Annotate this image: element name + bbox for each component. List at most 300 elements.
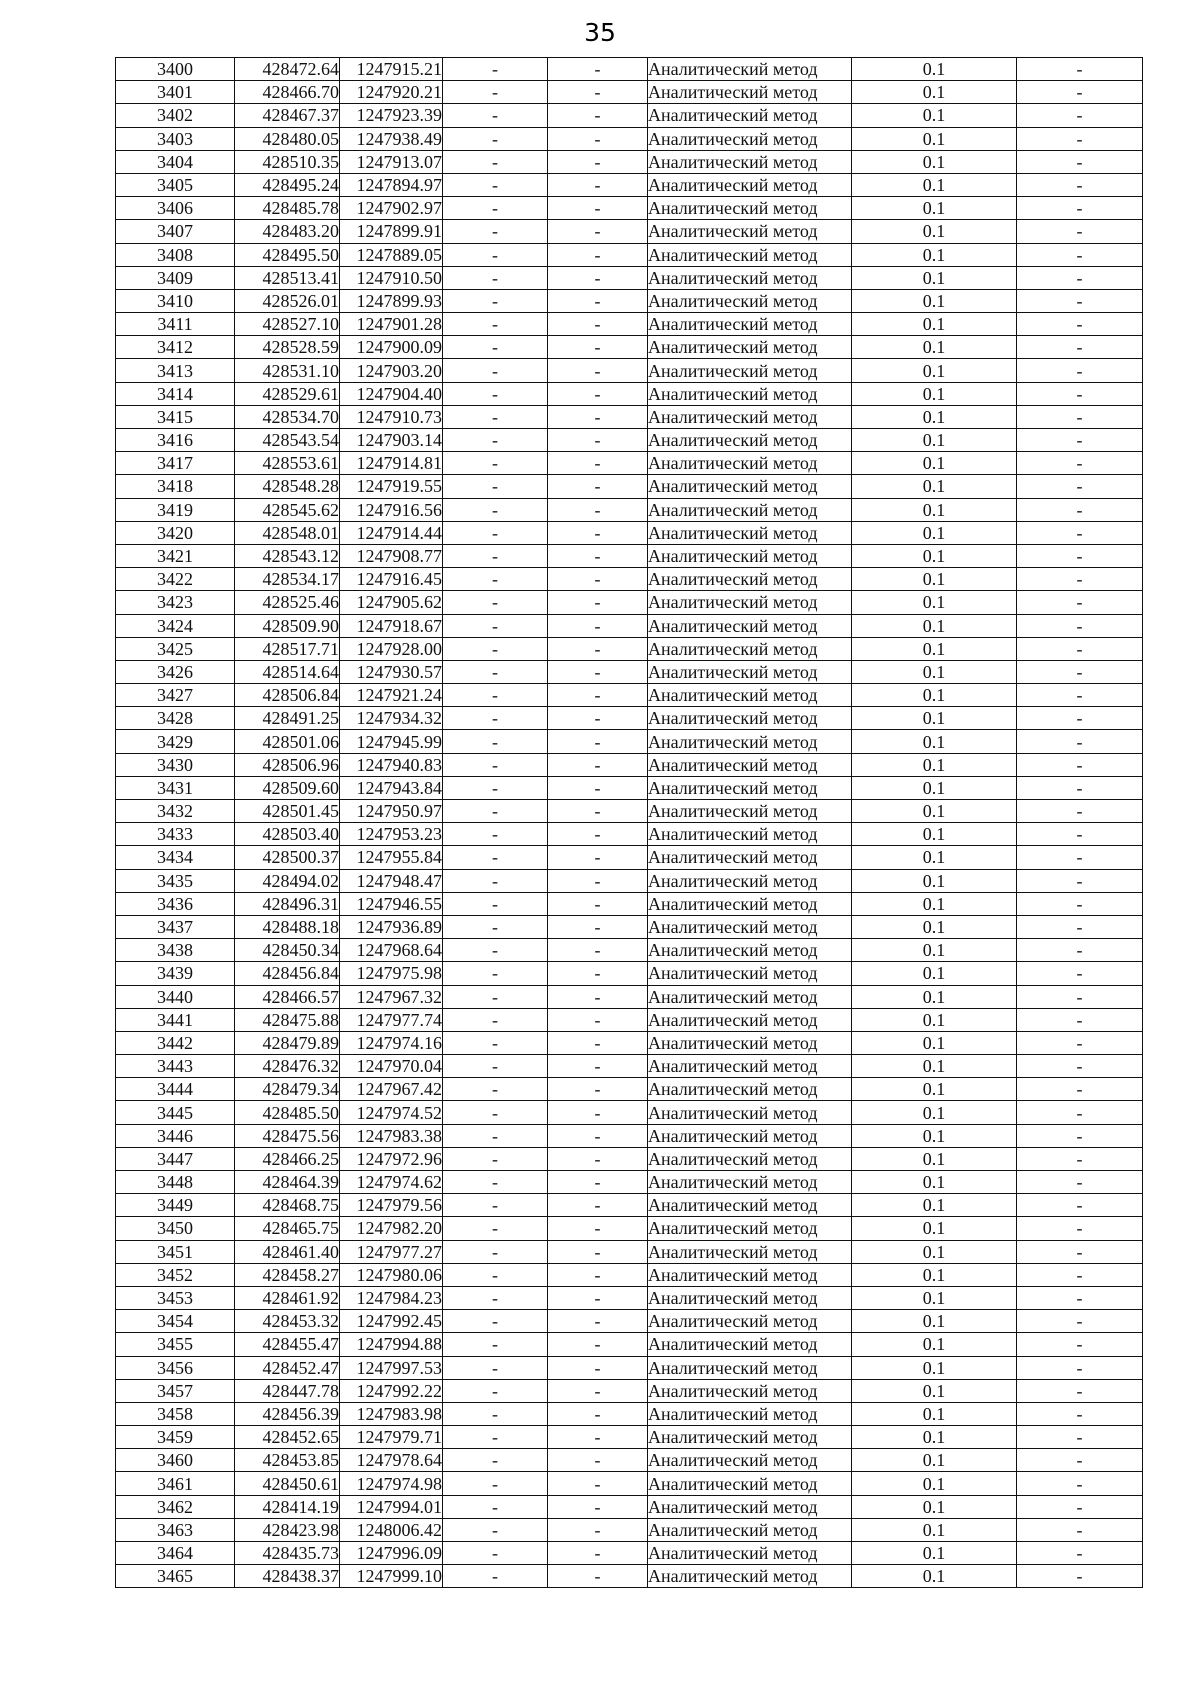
point-number-cell: 3408 (116, 243, 235, 266)
x-coordinate-cell: 428501.45 (235, 800, 340, 823)
table-row (116, 1310, 1143, 1333)
x-coordinate-cell: 428495.24 (235, 173, 340, 196)
point-number-cell: 3406 (116, 197, 235, 220)
y-coordinate-cell: 1247928.00 (340, 637, 443, 660)
empty-value-cell: - (548, 127, 648, 150)
table-row (116, 1078, 1143, 1101)
x-coordinate-cell: 428450.34 (235, 939, 340, 962)
method-cell: Аналитический метод (648, 915, 852, 938)
empty-value-cell: - (1017, 58, 1143, 81)
empty-value-cell: - (548, 429, 648, 452)
y-coordinate-cell: 1247992.22 (340, 1379, 443, 1402)
y-coordinate-cell: 1247977.27 (340, 1240, 443, 1263)
method-cell: Аналитический метод (648, 1263, 852, 1286)
empty-value-cell: - (548, 336, 648, 359)
empty-value-cell: - (443, 1263, 548, 1286)
empty-value-cell: - (443, 475, 548, 498)
method-cell: Аналитический метод (648, 823, 852, 846)
x-coordinate-cell: 428513.41 (235, 266, 340, 289)
x-coordinate-cell: 428466.25 (235, 1147, 340, 1170)
table-row (116, 1008, 1143, 1031)
point-number-cell: 3448 (116, 1171, 235, 1194)
accuracy-cell: 0.1 (852, 1402, 1017, 1425)
accuracy-cell: 0.1 (852, 1472, 1017, 1495)
empty-value-cell: - (1017, 892, 1143, 915)
empty-value-cell: - (548, 1217, 648, 1240)
empty-value-cell: - (1017, 1449, 1143, 1472)
accuracy-cell: 0.1 (852, 1171, 1017, 1194)
method-cell: Аналитический метод (648, 475, 852, 498)
point-number-cell: 3428 (116, 707, 235, 730)
empty-value-cell: - (1017, 614, 1143, 637)
empty-value-cell: - (548, 1147, 648, 1170)
method-cell: Аналитический метод (648, 869, 852, 892)
empty-value-cell: - (443, 637, 548, 660)
point-number-cell: 3419 (116, 498, 235, 521)
y-coordinate-cell: 1247953.23 (340, 823, 443, 846)
empty-value-cell: - (548, 359, 648, 382)
table-row (116, 521, 1143, 544)
method-cell: Аналитический метод (648, 150, 852, 173)
method-cell: Аналитический метод (648, 660, 852, 683)
method-cell: Аналитический метод (648, 730, 852, 753)
empty-value-cell: - (1017, 800, 1143, 823)
x-coordinate-cell: 428553.61 (235, 452, 340, 475)
method-cell: Аналитический метод (648, 266, 852, 289)
method-cell: Аналитический метод (648, 985, 852, 1008)
empty-value-cell: - (1017, 568, 1143, 591)
method-cell: Аналитический метод (648, 637, 852, 660)
point-number-cell: 3447 (116, 1147, 235, 1170)
y-coordinate-cell: 1247968.64 (340, 939, 443, 962)
table-row (116, 289, 1143, 312)
accuracy-cell: 0.1 (852, 1356, 1017, 1379)
table-row (116, 1402, 1143, 1425)
empty-value-cell: - (1017, 637, 1143, 660)
accuracy-cell: 0.1 (852, 127, 1017, 150)
y-coordinate-cell: 1247970.04 (340, 1055, 443, 1078)
empty-value-cell: - (548, 939, 648, 962)
empty-value-cell: - (443, 197, 548, 220)
method-cell: Аналитический метод (648, 1402, 852, 1425)
empty-value-cell: - (1017, 1147, 1143, 1170)
method-cell: Аналитический метод (648, 1518, 852, 1541)
method-cell: Аналитический метод (648, 336, 852, 359)
accuracy-cell: 0.1 (852, 104, 1017, 127)
accuracy-cell: 0.1 (852, 1263, 1017, 1286)
x-coordinate-cell: 428456.39 (235, 1402, 340, 1425)
empty-value-cell: - (548, 1031, 648, 1054)
method-cell: Аналитический метод (648, 1310, 852, 1333)
table-row (116, 336, 1143, 359)
empty-value-cell: - (443, 127, 548, 150)
empty-value-cell: - (1017, 1402, 1143, 1425)
accuracy-cell: 0.1 (852, 313, 1017, 336)
table-row (116, 591, 1143, 614)
empty-value-cell: - (548, 1194, 648, 1217)
accuracy-cell: 0.1 (852, 1008, 1017, 1031)
table-row (116, 637, 1143, 660)
empty-value-cell: - (1017, 521, 1143, 544)
empty-value-cell: - (443, 730, 548, 753)
empty-value-cell: - (1017, 684, 1143, 707)
table-row (116, 1518, 1143, 1541)
empty-value-cell: - (548, 1472, 648, 1495)
y-coordinate-cell: 1247982.20 (340, 1217, 443, 1240)
empty-value-cell: - (443, 336, 548, 359)
x-coordinate-cell: 428466.57 (235, 985, 340, 1008)
y-coordinate-cell: 1247899.91 (340, 220, 443, 243)
x-coordinate-cell: 428479.89 (235, 1031, 340, 1054)
method-cell: Аналитический метод (648, 313, 852, 336)
y-coordinate-cell: 1247979.71 (340, 1426, 443, 1449)
empty-value-cell: - (443, 1031, 548, 1054)
empty-value-cell: - (443, 1333, 548, 1356)
method-cell: Аналитический метод (648, 1472, 852, 1495)
empty-value-cell: - (548, 220, 648, 243)
accuracy-cell: 0.1 (852, 1240, 1017, 1263)
method-cell: Аналитический метод (648, 1217, 852, 1240)
empty-value-cell: - (1017, 359, 1143, 382)
table-row (116, 429, 1143, 452)
empty-value-cell: - (1017, 776, 1143, 799)
empty-value-cell: - (443, 1124, 548, 1147)
point-number-cell: 3456 (116, 1356, 235, 1379)
empty-value-cell: - (443, 869, 548, 892)
method-cell: Аналитический метод (648, 498, 852, 521)
method-cell: Аналитический метод (648, 289, 852, 312)
table-row (116, 568, 1143, 591)
method-cell: Аналитический метод (648, 1379, 852, 1402)
empty-value-cell: - (548, 1379, 648, 1402)
empty-value-cell: - (1017, 104, 1143, 127)
x-coordinate-cell: 428453.32 (235, 1310, 340, 1333)
x-coordinate-cell: 428475.88 (235, 1008, 340, 1031)
empty-value-cell: - (1017, 915, 1143, 938)
x-coordinate-cell: 428452.47 (235, 1356, 340, 1379)
x-coordinate-cell: 428543.54 (235, 429, 340, 452)
empty-value-cell: - (1017, 846, 1143, 869)
empty-value-cell: - (443, 707, 548, 730)
empty-value-cell: - (1017, 962, 1143, 985)
x-coordinate-cell: 428500.37 (235, 846, 340, 869)
table-row (116, 1194, 1143, 1217)
empty-value-cell: - (1017, 1310, 1143, 1333)
empty-value-cell: - (443, 684, 548, 707)
accuracy-cell: 0.1 (852, 452, 1017, 475)
y-coordinate-cell: 1247916.45 (340, 568, 443, 591)
table-row (116, 753, 1143, 776)
table-row (116, 846, 1143, 869)
point-number-cell: 3409 (116, 266, 235, 289)
empty-value-cell: - (548, 1240, 648, 1263)
y-coordinate-cell: 1247983.98 (340, 1402, 443, 1425)
empty-value-cell: - (443, 1286, 548, 1309)
method-cell: Аналитический метод (648, 1124, 852, 1147)
empty-value-cell: - (443, 289, 548, 312)
x-coordinate-cell: 428501.06 (235, 730, 340, 753)
accuracy-cell: 0.1 (852, 707, 1017, 730)
method-cell: Аналитический метод (648, 1542, 852, 1565)
method-cell: Аналитический метод (648, 1495, 852, 1518)
table-row (116, 892, 1143, 915)
y-coordinate-cell: 1247900.09 (340, 336, 443, 359)
accuracy-cell: 0.1 (852, 1449, 1017, 1472)
x-coordinate-cell: 428480.05 (235, 127, 340, 150)
accuracy-cell: 0.1 (852, 939, 1017, 962)
empty-value-cell: - (443, 1518, 548, 1541)
x-coordinate-cell: 428495.50 (235, 243, 340, 266)
point-number-cell: 3429 (116, 730, 235, 753)
x-coordinate-cell: 428503.40 (235, 823, 340, 846)
accuracy-cell: 0.1 (852, 58, 1017, 81)
point-number-cell: 3401 (116, 81, 235, 104)
y-coordinate-cell: 1247983.38 (340, 1124, 443, 1147)
y-coordinate-cell: 1247934.32 (340, 707, 443, 730)
method-cell: Аналитический метод (648, 1008, 852, 1031)
y-coordinate-cell: 1247975.98 (340, 962, 443, 985)
y-coordinate-cell: 1247919.55 (340, 475, 443, 498)
empty-value-cell: - (1017, 1518, 1143, 1541)
x-coordinate-cell: 428461.40 (235, 1240, 340, 1263)
empty-value-cell: - (548, 1426, 648, 1449)
empty-value-cell: - (1017, 660, 1143, 683)
accuracy-cell: 0.1 (852, 730, 1017, 753)
empty-value-cell: - (548, 892, 648, 915)
empty-value-cell: - (443, 58, 548, 81)
table-row (116, 1565, 1143, 1588)
empty-value-cell: - (548, 707, 648, 730)
y-coordinate-cell: 1247946.55 (340, 892, 443, 915)
accuracy-cell: 0.1 (852, 289, 1017, 312)
table-row (116, 1472, 1143, 1495)
empty-value-cell: - (548, 1263, 648, 1286)
table-row (116, 707, 1143, 730)
x-coordinate-cell: 428531.10 (235, 359, 340, 382)
x-coordinate-cell: 428491.25 (235, 707, 340, 730)
method-cell: Аналитический метод (648, 1055, 852, 1078)
point-number-cell: 3442 (116, 1031, 235, 1054)
accuracy-cell: 0.1 (852, 1101, 1017, 1124)
method-cell: Аналитический метод (648, 197, 852, 220)
empty-value-cell: - (548, 915, 648, 938)
empty-value-cell: - (548, 962, 648, 985)
empty-value-cell: - (548, 1565, 648, 1588)
y-coordinate-cell: 1247903.14 (340, 429, 443, 452)
empty-value-cell: - (443, 266, 548, 289)
empty-value-cell: - (548, 823, 648, 846)
y-coordinate-cell: 1247994.01 (340, 1495, 443, 1518)
table-row (116, 1147, 1143, 1170)
y-coordinate-cell: 1247889.05 (340, 243, 443, 266)
accuracy-cell: 0.1 (852, 81, 1017, 104)
method-cell: Аналитический метод (648, 753, 852, 776)
method-cell: Аналитический метод (648, 429, 852, 452)
accuracy-cell: 0.1 (852, 776, 1017, 799)
table-row (116, 939, 1143, 962)
method-cell: Аналитический метод (648, 359, 852, 382)
y-coordinate-cell: 1247918.67 (340, 614, 443, 637)
empty-value-cell: - (1017, 707, 1143, 730)
accuracy-cell: 0.1 (852, 544, 1017, 567)
empty-value-cell: - (443, 382, 548, 405)
empty-value-cell: - (1017, 1495, 1143, 1518)
x-coordinate-cell: 428461.92 (235, 1286, 340, 1309)
empty-value-cell: - (548, 1333, 648, 1356)
point-number-cell: 3460 (116, 1449, 235, 1472)
y-coordinate-cell: 1247974.98 (340, 1472, 443, 1495)
empty-value-cell: - (548, 591, 648, 614)
x-coordinate-cell: 428509.60 (235, 776, 340, 799)
empty-value-cell: - (548, 289, 648, 312)
method-cell: Аналитический метод (648, 1286, 852, 1309)
empty-value-cell: - (1017, 1263, 1143, 1286)
table-row (116, 1124, 1143, 1147)
empty-value-cell: - (1017, 591, 1143, 614)
empty-value-cell: - (443, 220, 548, 243)
x-coordinate-cell: 428548.01 (235, 521, 340, 544)
point-number-cell: 3416 (116, 429, 235, 452)
point-number-cell: 3430 (116, 753, 235, 776)
accuracy-cell: 0.1 (852, 1286, 1017, 1309)
empty-value-cell: - (1017, 1217, 1143, 1240)
point-number-cell: 3437 (116, 915, 235, 938)
y-coordinate-cell: 1247948.47 (340, 869, 443, 892)
empty-value-cell: - (1017, 544, 1143, 567)
empty-value-cell: - (548, 544, 648, 567)
empty-value-cell: - (548, 776, 648, 799)
accuracy-cell: 0.1 (852, 1518, 1017, 1541)
table-row (116, 1333, 1143, 1356)
y-coordinate-cell: 1247894.97 (340, 173, 443, 196)
empty-value-cell: - (1017, 1426, 1143, 1449)
empty-value-cell: - (1017, 336, 1143, 359)
x-coordinate-cell: 428534.17 (235, 568, 340, 591)
x-coordinate-cell: 428510.35 (235, 150, 340, 173)
empty-value-cell: - (1017, 475, 1143, 498)
empty-value-cell: - (443, 359, 548, 382)
accuracy-cell: 0.1 (852, 869, 1017, 892)
y-coordinate-cell: 1247913.07 (340, 150, 443, 173)
empty-value-cell: - (548, 1055, 648, 1078)
empty-value-cell: - (1017, 220, 1143, 243)
empty-value-cell: - (443, 150, 548, 173)
method-cell: Аналитический метод (648, 452, 852, 475)
point-number-cell: 3418 (116, 475, 235, 498)
y-coordinate-cell: 1247903.20 (340, 359, 443, 382)
point-number-cell: 3439 (116, 962, 235, 985)
accuracy-cell: 0.1 (852, 336, 1017, 359)
y-coordinate-cell: 1247923.39 (340, 104, 443, 127)
empty-value-cell: - (1017, 1379, 1143, 1402)
empty-value-cell: - (548, 498, 648, 521)
table-row (116, 915, 1143, 938)
method-cell: Аналитический метод (648, 1449, 852, 1472)
empty-value-cell: - (443, 846, 548, 869)
table-row (116, 962, 1143, 985)
accuracy-cell: 0.1 (852, 359, 1017, 382)
accuracy-cell: 0.1 (852, 1194, 1017, 1217)
empty-value-cell: - (548, 660, 648, 683)
empty-value-cell: - (443, 1194, 548, 1217)
empty-value-cell: - (443, 1565, 548, 1588)
x-coordinate-cell: 428506.96 (235, 753, 340, 776)
point-number-cell: 3414 (116, 382, 235, 405)
empty-value-cell: - (1017, 197, 1143, 220)
accuracy-cell: 0.1 (852, 915, 1017, 938)
accuracy-cell: 0.1 (852, 1310, 1017, 1333)
empty-value-cell: - (1017, 1472, 1143, 1495)
empty-value-cell: - (1017, 289, 1143, 312)
y-coordinate-cell: 1247984.23 (340, 1286, 443, 1309)
method-cell: Аналитический метод (648, 104, 852, 127)
table-row (116, 1426, 1143, 1449)
x-coordinate-cell: 428455.47 (235, 1333, 340, 1356)
table-row (116, 197, 1143, 220)
empty-value-cell: - (443, 1055, 548, 1078)
x-coordinate-cell: 428472.64 (235, 58, 340, 81)
empty-value-cell: - (548, 1286, 648, 1309)
table-row (116, 81, 1143, 104)
accuracy-cell: 0.1 (852, 1379, 1017, 1402)
point-number-cell: 3463 (116, 1518, 235, 1541)
empty-value-cell: - (548, 684, 648, 707)
empty-value-cell: - (548, 173, 648, 196)
empty-value-cell: - (443, 452, 548, 475)
accuracy-cell: 0.1 (852, 1333, 1017, 1356)
empty-value-cell: - (1017, 1333, 1143, 1356)
point-number-cell: 3455 (116, 1333, 235, 1356)
empty-value-cell: - (1017, 1171, 1143, 1194)
y-coordinate-cell: 1247980.06 (340, 1263, 443, 1286)
empty-value-cell: - (443, 1147, 548, 1170)
empty-value-cell: - (548, 1310, 648, 1333)
empty-value-cell: - (443, 313, 548, 336)
y-coordinate-cell: 1247936.89 (340, 915, 443, 938)
empty-value-cell: - (548, 846, 648, 869)
method-cell: Аналитический метод (648, 1426, 852, 1449)
table-row (116, 1171, 1143, 1194)
point-number-cell: 3440 (116, 985, 235, 1008)
empty-value-cell: - (443, 1495, 548, 1518)
accuracy-cell: 0.1 (852, 684, 1017, 707)
empty-value-cell: - (443, 660, 548, 683)
empty-value-cell: - (548, 1518, 648, 1541)
table-row (116, 243, 1143, 266)
y-coordinate-cell: 1247930.57 (340, 660, 443, 683)
method-cell: Аналитический метод (648, 1194, 852, 1217)
y-coordinate-cell: 1247905.62 (340, 591, 443, 614)
empty-value-cell: - (443, 1542, 548, 1565)
empty-value-cell: - (548, 405, 648, 428)
empty-value-cell: - (1017, 150, 1143, 173)
x-coordinate-cell: 428506.84 (235, 684, 340, 707)
empty-value-cell: - (548, 568, 648, 591)
table-row (116, 776, 1143, 799)
empty-value-cell: - (1017, 173, 1143, 196)
empty-value-cell: - (548, 452, 648, 475)
method-cell: Аналитический метод (648, 1333, 852, 1356)
empty-value-cell: - (443, 1379, 548, 1402)
accuracy-cell: 0.1 (852, 475, 1017, 498)
point-number-cell: 3431 (116, 776, 235, 799)
table-row (116, 382, 1143, 405)
table-row (116, 1449, 1143, 1472)
x-coordinate-cell: 428458.27 (235, 1263, 340, 1286)
accuracy-cell: 0.1 (852, 150, 1017, 173)
point-number-cell: 3427 (116, 684, 235, 707)
method-cell: Аналитический метод (648, 684, 852, 707)
